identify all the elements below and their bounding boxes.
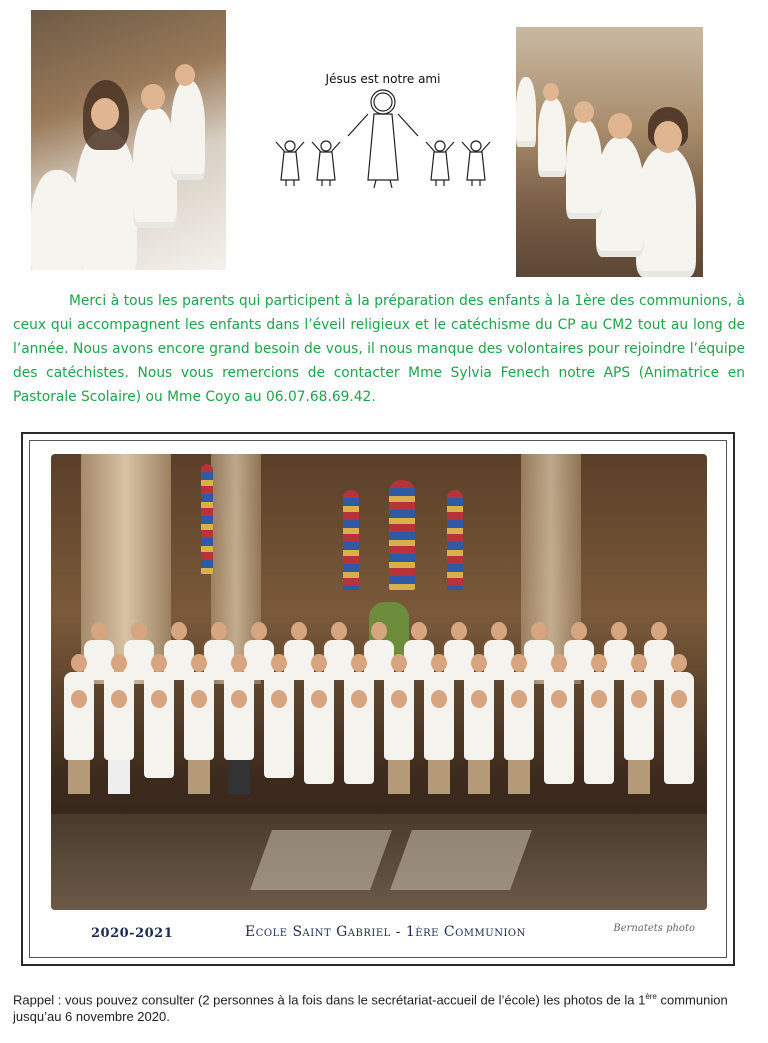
- photo-children-left: [31, 10, 226, 270]
- reminder-text-end: communion jusqu’au 6 novembre 2020.: [13, 992, 728, 1025]
- drawing-jesus-children: [268, 72, 498, 196]
- reminder-superscript: ère: [645, 992, 657, 1001]
- photo-children-right: [516, 27, 703, 277]
- reminder-text: Rappel : vous pouvez consulter (2 personnes à la fois dans le secrétariat-accueil de l’école) les photos de la 1: [13, 992, 646, 1008]
- class-photo-frame: [21, 432, 735, 966]
- photographer-signature: Bernatets photo: [613, 923, 695, 934]
- class-photo-title: Ecole Saint Gabriel - 1ère Communion: [245, 924, 526, 940]
- jesus-drawing-icon: [268, 88, 498, 196]
- reminder-note: [13, 988, 753, 1025]
- class-photo: [51, 454, 707, 910]
- class-photo-year: 2020-2021: [91, 926, 174, 941]
- drawing-caption: Jésus est notre ami: [325, 72, 441, 86]
- thank-you-message: Merci à tous les parents qui participent à la préparation des enfants à la 1ère des communions, à ceux qui accompagnent les enfants dans l’éveil religieux et le catéchisme du CP au CM2 tout au long de l’année. Nous avons encore grand besoin de vous, il nous manque des volontaires pour rejoindre l’équipe des catéchistes. Nous vous remercions de contacter Mme Sylvia Fenech notre APS (Animatrice en Pastorale Scolaire) ou Mme Coyo au 06.07.68.69.42.: [13, 293, 745, 405]
